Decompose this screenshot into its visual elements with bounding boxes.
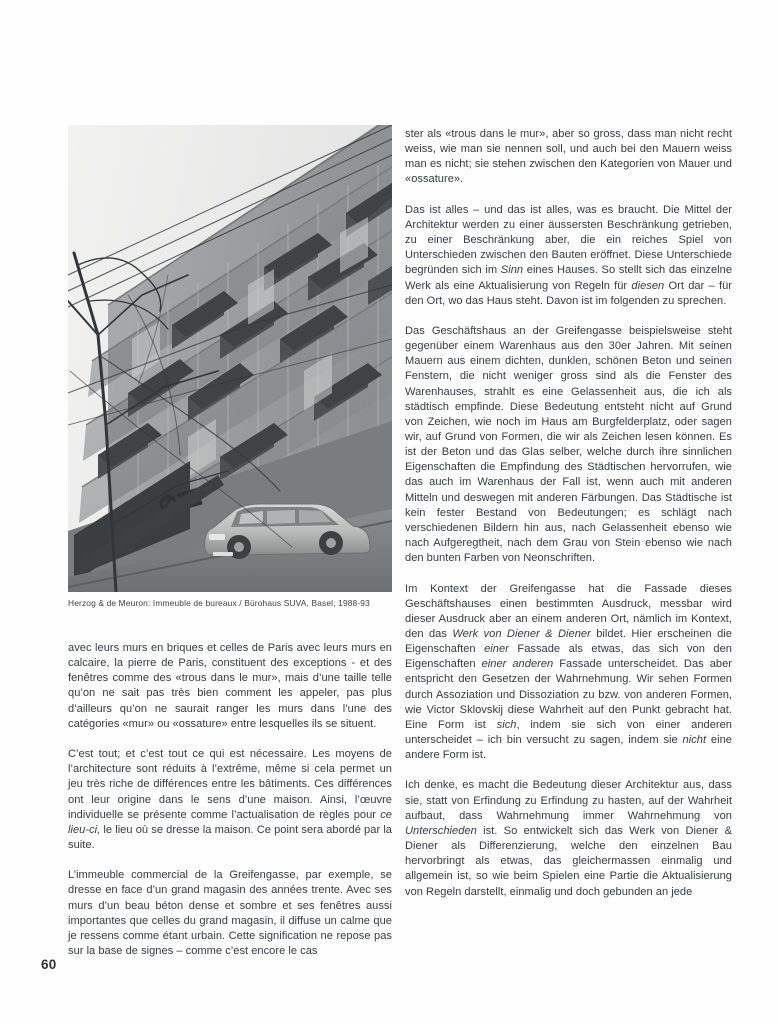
emphasis-text: nicht (682, 734, 707, 747)
paragraph: Im Kontext der Greifengasse hat die Fassade dieses Geschäftshauses einen bestimmten Ausdruck, messbar wird dieser Ausdruck aber an einem anderen Ort, nämlich im Kontext, den das Werk von Diener & Diener bildet. Hier erscheinen die Eigenschaften einer Fassade als etwas, das sich von den Eigenschaften einer anderen Fassade unterscheidet. Das aber entspricht den Gesetzen der Wahrnehmung. Wir sehen Formen durch Assoziation und Dissoziation zu bzw. von anderen Formen, wie Victor Sklovskij diese Wahrheit auf den Punkt gebracht hat. Eine Form ist sich, indem sie sich von einer anderen unterscheidet – ich bin versucht zu sagen, indem sie nicht eine andere Form ist. (405, 582, 732, 762)
emphasis-text: Sinn (500, 264, 524, 277)
body-text-column-left (68, 641, 392, 959)
paragraph: Ich denke, es macht die Bedeutung dieser Architektur aus, dass sie, statt von Erfindung zu Erfindung zu hasten, auf der Wahrheit aufbaut, dass Wahrnehmung immer Wahrnehmung von Unterschieden ist. So entwickelt sich das Werk von Diener & Diener als Differenzierung, welche den einzelnen Bau hervorbringt als etwas, das gleichermassen einmalig und allgemein ist, so wie beim Spielen eine Partie die Aktualisierung von Regeln darstellt, einmalig und doch gebunden an jede (405, 779, 732, 898)
paragraph: ster als «trous dans le mur», aber so gross, dass man nicht recht weiss, wie man sie nennen soll, und auch bei den Mauern weiss man es nicht; sie stehen zwischen den Kategorien von Mauer und «ossature». (405, 128, 732, 186)
paragraph: avec leurs murs en briques et celles de Paris avec leurs murs en calcaire, la pierre de Paris, constituent des exceptions - et des fenêtres comme des «trous dans le mur», mais d’une taille telle qu’on ne sait pas très bien comment les appeler, pas plus d’ailleurs qu’on ne saurait ranger les murs dans l’une des catégories «mur» ou «ossature» entre lesquelles ils se situent. (68, 642, 392, 730)
emphasis-text: einer (484, 643, 509, 656)
emphasis-text: einer anderen (481, 658, 554, 671)
paragraph: Das Geschäftshaus an der Greifengasse beispielsweise steht gegenüber einem Warenhaus aus den 30er Jahren. Mit seinen Mauern aus einem dichten, dunklen, schönen Beton und seinen Fenstern, die nicht weniger gross sind als die Fenster des Warenhauses, strahlt es eine Gelassenheit aus, die ich als städtisch empfinde. Diese Bedeutung entsteht nicht auf Grund von Zeichen, wie noch im Haus am Burgfelderplatz, oder sagen wir, auf Grund von Formen, die wir als Zeichen lesen können. Es ist der Beton und das Glas selber, welche durch ihre sinnlichen Eigenschaften die Empfindung des Städtischen hervorrufen, wie das auch im Warenhaus der Fall ist, wenn auch mit anderen Mitteln und deswegen mit anderen Färbungen. Das Städtische ist kein fester Bestand von Bedeutungen; es schlägt nach verschiedenen Bildern hin aus, nach Gelassenheit ebenso wie nach Aufgeregtheit, nach dem Grau von Stein ebenso wie nach den bunten Farben von Neonschriften. (405, 324, 732, 565)
paragraph: L’immeuble commercial de la Greifengasse, par exemple, se dresse en face d’un grand magasin des années trente. Avec ses murs d’un beau béton dense et sombre et ses fenêtres aussi importantes que celles du grand magasin, il diffuse un calme que je ressens comme étant urbain. Cette signification ne repose pas sur la base de signes – comme c’est encore le cas (68, 869, 392, 957)
emphasis-text: sich (496, 718, 517, 731)
emphasis-text: ce lieu-ci, (68, 808, 392, 836)
emphasis-text: Unterschieden (405, 824, 477, 837)
emphasis-text: diesen (631, 279, 665, 292)
paragraph: Das ist alles – und das ist alles, was es braucht. Die Mittel der Architektur werden zu einer äussersten Beschränkung getrieben, zu einer Beschränkung aber, die ein reiches Spiel von Unterschieden zwischen den Bauten eröffnet. Diese Unterschiede begründen sich im Sinn eines Hauses. So stellt sich das einzelne Werk als eine Aktualisierung von Regeln für diesen Ort dar – für den Ort, wo das Haus steht. Davon ist im folgenden zu sprechen. (405, 203, 733, 307)
page-number: 60 (41, 957, 57, 972)
figure-caption: Herzog & de Meuron: Immeuble de bureaux / Bürohaus SUVA, Basel, 1988-93 (68, 598, 370, 608)
body-text-column-right (405, 127, 732, 900)
figure-block (68, 125, 392, 592)
building-facade-photograph (68, 125, 392, 592)
paragraph: C’est tout; et c’est tout ce qui est nécessaire. Les moyens de l’architecture sont réduits à l’extrême, même si cela permet un jeu très riche de différences entre les bâtiments. Ces différences ont leur origine dans le sens d’une maison. Ainsi, l’œuvre individuelle se présente comme l’actualisation de règles pour ce lieu-ci, le lieu où se dresse la maison. Ce point sera abordé par la suite. (68, 748, 392, 851)
emphasis-text: Werk von Diener & Diener (452, 627, 591, 640)
